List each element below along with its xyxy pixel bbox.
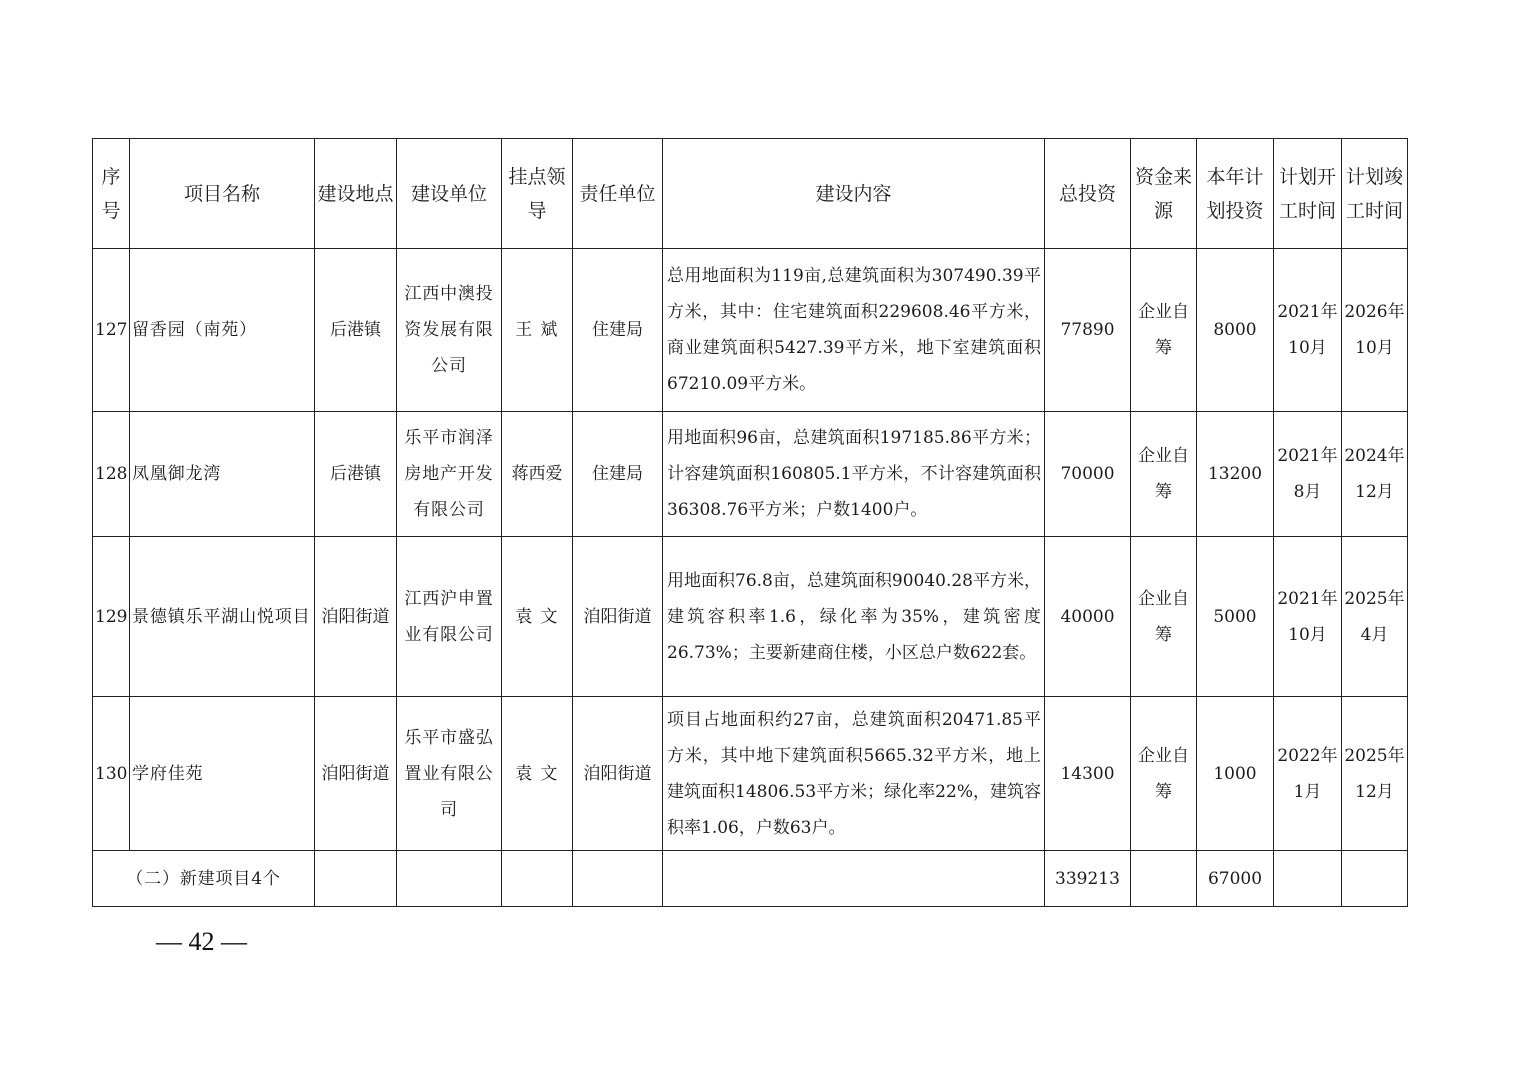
cell-construction-unit: 乐平市盛弘置业有限公司 [397,697,502,851]
summary-empty-cell [397,851,502,907]
table-row [93,249,1408,412]
summary-total-investment: 339213 [1045,851,1131,907]
cell-year-plan: 5000 [1197,537,1274,697]
cell-content: 总用地面积为119亩,总建筑面积为307490.39平方米，其中：住宅建筑面积229608.46平方米，商业建筑面积5427.39平方米，地下室建筑面积67210.09平方米。 [663,249,1045,412]
cell-project-name: 凤凰御龙湾 [130,412,315,537]
cell-year-plan: 8000 [1197,249,1274,412]
cell-start-time: 2021年10月 [1274,537,1342,697]
page-number: — 42 — [156,927,247,956]
cell-project-name: 学府佳苑 [130,697,315,851]
cell-start-time: 2021年8月 [1274,412,1342,537]
summary-empty-cell [315,851,397,907]
cell-responsible-unit: 洎阳街道 [573,537,663,697]
header-content: 建设内容 [663,139,1045,249]
cell-total-investment: 14300 [1045,697,1131,851]
summary-empty-cell [573,851,663,907]
cell-content: 项目占地面积约27亩，总建筑面积20471.85平方米，其中地下建筑面积5665.32平方米，地上建筑面积14806.53平方米；绿化率22%，建筑容积率1.06，户数63户。 [663,697,1045,851]
cell-leader: 蒋西爱 [502,412,573,537]
header-end-time: 计划竣工时间 [1342,139,1408,249]
cell-construction-unit: 江西中澳投资发展有限公司 [397,249,502,412]
cell-construction-unit: 乐平市润泽房地产开发有限公司 [397,412,502,537]
cell-start-time: 2022年1月 [1274,697,1342,851]
header-responsible-unit: 责任单位 [573,139,663,249]
summary-empty-cell [663,851,1045,907]
header-total-investment: 总投资 [1045,139,1131,249]
cell-seq: 128 [93,412,130,537]
cell-project-name: 留香园（南苑） [130,249,315,412]
cell-end-time: 2025年12月 [1342,697,1408,851]
summary-empty-cell [502,851,573,907]
cell-responsible-unit: 住建局 [573,412,663,537]
cell-start-time: 2021年10月 [1274,249,1342,412]
cell-end-time: 2024年12月 [1342,412,1408,537]
header-project-name: 项目名称 [130,139,315,249]
cell-leader: 王 斌 [502,249,573,412]
cell-seq: 129 [93,537,130,697]
header-leader: 挂点领导 [502,139,573,249]
header-year-plan: 本年计划投资 [1197,139,1274,249]
header-seq: 序号 [93,139,130,249]
summary-row [93,851,1408,907]
summary-empty-cell [1342,851,1408,907]
cell-location: 后港镇 [315,412,397,537]
summary-empty-cell [1131,851,1197,907]
cell-funding-source: 企业自筹 [1131,537,1197,697]
table-row [93,537,1408,697]
cell-total-investment: 40000 [1045,537,1131,697]
cell-leader: 袁 文 [502,697,573,851]
cell-construction-unit: 江西沪申置业有限公司 [397,537,502,697]
cell-total-investment: 70000 [1045,412,1131,537]
cell-funding-source: 企业自筹 [1131,412,1197,537]
cell-location: 洎阳街道 [315,697,397,851]
cell-end-time: 2025年4月 [1342,537,1408,697]
cell-funding-source: 企业自筹 [1131,697,1197,851]
cell-end-time: 2026年10月 [1342,249,1408,412]
cell-location: 洎阳街道 [315,537,397,697]
summary-year-plan: 67000 [1197,851,1274,907]
cell-location: 后港镇 [315,249,397,412]
table-header-row [93,139,1408,249]
header-location: 建设地点 [315,139,397,249]
cell-responsible-unit: 住建局 [573,249,663,412]
cell-funding-source: 企业自筹 [1131,249,1197,412]
project-table [92,138,1408,907]
cell-seq: 130 [93,697,130,851]
cell-content: 用地面积76.8亩，总建筑面积90040.28平方米，建筑容积率1.6，绿化率为35%，建筑密度26.73%；主要新建商住楼，小区总户数622套。 [663,537,1045,697]
cell-content: 用地面积96亩，总建筑面积197185.86平方米；计容建筑面积160805.1平方米，不计容建筑面积36308.76平方米；户数1400户。 [663,412,1045,537]
cell-seq: 127 [93,249,130,412]
table-row [93,697,1408,851]
cell-year-plan: 13200 [1197,412,1274,537]
cell-responsible-unit: 洎阳街道 [573,697,663,851]
cell-project-name: 景德镇乐平湖山悦项目 [130,537,315,697]
cell-total-investment: 77890 [1045,249,1131,412]
cell-leader: 袁 文 [502,537,573,697]
header-start-time: 计划开工时间 [1274,139,1342,249]
header-construction-unit: 建设单位 [397,139,502,249]
cell-year-plan: 1000 [1197,697,1274,851]
table-row [93,412,1408,537]
summary-label: （二）新建项目4个 [93,851,315,907]
summary-empty-cell [1274,851,1342,907]
header-funding-source: 资金来源 [1131,139,1197,249]
